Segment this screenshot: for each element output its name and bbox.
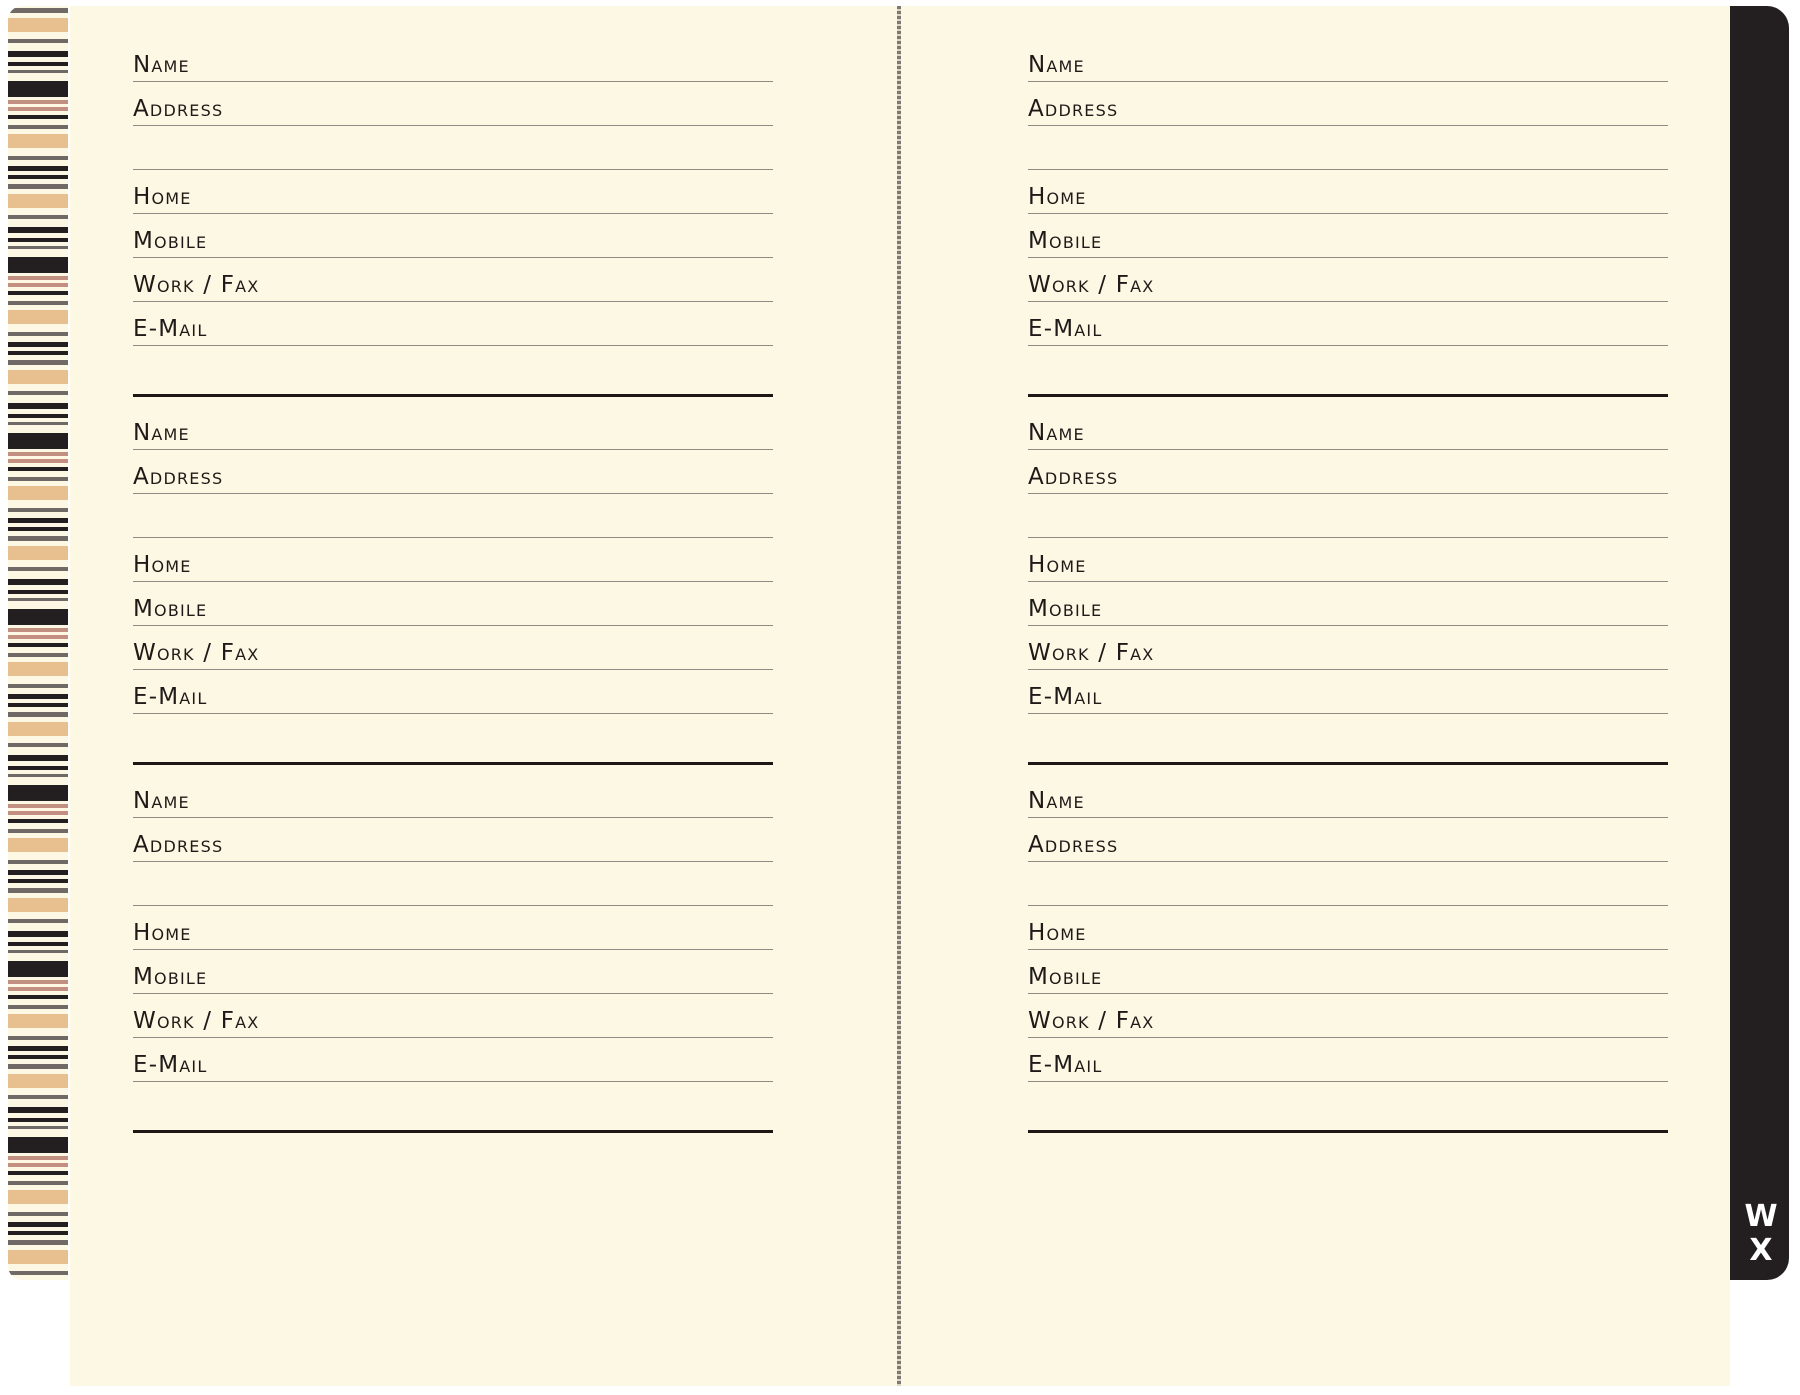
work-fax-field[interactable] (133, 620, 773, 670)
spine-stripe (8, 1271, 68, 1275)
work-fax-label: Work / Fax (133, 1008, 260, 1034)
spine-stripe (8, 1137, 68, 1153)
mobile-phone-label: Mobile (133, 964, 208, 990)
spine-stripe (8, 70, 68, 73)
spine-stripe (8, 62, 68, 66)
address-label: Address (1028, 832, 1119, 858)
spine-stripe (8, 1212, 68, 1216)
mobile-phone-field[interactable] (133, 944, 773, 994)
email-label: E-Mail (1028, 316, 1103, 342)
address-entry (1028, 6, 1668, 431)
spine-stripe (8, 175, 68, 179)
spine-stripe (8, 283, 68, 287)
spine-stripe (8, 838, 68, 852)
spine-stripe (8, 39, 68, 43)
spine-stripe (8, 81, 68, 97)
spine-stripe (8, 227, 68, 233)
spine-stripe (8, 653, 68, 657)
spine-stripe (8, 459, 68, 463)
spine-stripe (8, 166, 68, 171)
spine-stripe (8, 1036, 68, 1040)
mobile-phone-label: Mobile (133, 228, 208, 254)
address-line-2[interactable] (133, 488, 773, 538)
spine-stripe (8, 684, 68, 688)
name-field[interactable] (133, 400, 773, 450)
spine-stripe (8, 931, 68, 937)
spine-stripe (8, 184, 68, 189)
home-phone-field[interactable] (1028, 900, 1668, 950)
spine-stripe (8, 422, 68, 425)
address-entry (1028, 374, 1668, 799)
spine-stripe (8, 391, 68, 395)
spine-stripe (8, 628, 68, 632)
spine-stripe (8, 590, 68, 594)
work-fax-label: Work / Fax (133, 272, 260, 298)
address-field[interactable] (133, 812, 773, 862)
address-line-2[interactable] (1028, 856, 1668, 906)
spine-stripe (8, 1064, 68, 1069)
spine-stripe (8, 1231, 68, 1235)
tab-letter: X (1749, 1233, 1773, 1268)
address-label: Address (1028, 464, 1119, 490)
spine-stripe (8, 819, 68, 823)
spine-stripe (8, 1118, 68, 1122)
spine-stripe (8, 1095, 68, 1099)
address-line-2[interactable] (133, 120, 773, 170)
spine-stripe (8, 919, 68, 923)
spine-stripes (8, 6, 68, 1280)
spine-stripe (8, 1240, 68, 1245)
spine-stripe (8, 477, 68, 481)
spine-stripe (8, 414, 68, 418)
spine-stripe (8, 879, 68, 883)
spine-stripe (8, 536, 68, 541)
spine-stripe (8, 755, 68, 761)
home-phone-field[interactable] (133, 164, 773, 214)
tab-letter: W (1744, 1199, 1778, 1234)
spine-stripe (8, 987, 68, 991)
entry-divider (133, 1130, 773, 1133)
spine-stripe (8, 134, 68, 148)
mobile-phone-field[interactable] (133, 208, 773, 258)
spine-stripe (8, 246, 68, 249)
spine-stripe (8, 961, 68, 977)
spine-stripe (8, 1190, 68, 1204)
email-field[interactable] (133, 664, 773, 714)
spine-stripe (8, 1055, 68, 1059)
email-field[interactable] (1028, 664, 1668, 714)
spine-stripe (8, 766, 68, 770)
address-entry (133, 6, 773, 431)
spine-stripe (8, 115, 68, 119)
spine-stripe (8, 635, 68, 639)
spine-stripe (8, 527, 68, 531)
entry-divider (1028, 1130, 1668, 1133)
home-phone-field[interactable] (1028, 532, 1668, 582)
work-fax-label: Work / Fax (1028, 640, 1155, 666)
work-fax-field[interactable] (1028, 620, 1668, 670)
mobile-phone-label: Mobile (1028, 964, 1103, 990)
spine-stripe (8, 1171, 68, 1175)
mobile-phone-field[interactable] (1028, 576, 1668, 626)
spine-stripe (8, 257, 68, 273)
spine-stripe (8, 18, 68, 32)
spine-stripe (8, 351, 68, 355)
address-field[interactable] (133, 76, 773, 126)
email-field[interactable] (1028, 296, 1668, 346)
name-field[interactable] (133, 768, 773, 818)
spine-stripe (8, 194, 68, 208)
name-label: Name (1028, 52, 1085, 78)
left-page (133, 6, 773, 1386)
email-field[interactable] (1028, 1032, 1668, 1082)
mobile-phone-field[interactable] (133, 576, 773, 626)
tab-letters (1743, 1200, 1779, 1268)
spine-stripe (8, 107, 68, 111)
spine-stripe (8, 703, 68, 707)
spine-stripe (8, 360, 68, 365)
spine-stripe (8, 546, 68, 560)
spine-stripe (8, 804, 68, 808)
spine-stripe (8, 238, 68, 242)
work-fax-field[interactable] (133, 252, 773, 302)
home-phone-field[interactable] (133, 532, 773, 582)
home-phone-label: Home (1028, 920, 1087, 946)
spine-stripe (8, 1005, 68, 1009)
spine-stripe (8, 643, 68, 647)
address-label: Address (133, 464, 224, 490)
name-field[interactable] (1028, 768, 1668, 818)
name-field[interactable] (1028, 32, 1668, 82)
name-label: Name (133, 788, 190, 814)
name-label: Name (133, 52, 190, 78)
spine-stripe (8, 508, 68, 512)
spine-stripe (8, 609, 68, 625)
right-page (1028, 6, 1668, 1386)
spine-stripe (8, 452, 68, 456)
name-field[interactable] (133, 32, 773, 82)
mobile-phone-label: Mobile (1028, 228, 1103, 254)
spine-stripe (8, 433, 68, 449)
work-fax-label: Work / Fax (1028, 272, 1155, 298)
spine-stripe (8, 870, 68, 875)
home-phone-label: Home (1028, 552, 1087, 578)
spine-stripe (8, 888, 68, 893)
email-label: E-Mail (133, 1052, 208, 1078)
work-fax-field[interactable] (133, 988, 773, 1038)
spine-stripe (8, 276, 68, 280)
spine-stripe (8, 486, 68, 500)
address-line-2[interactable] (1028, 488, 1668, 538)
index-tab[interactable] (1730, 6, 1789, 1280)
spine-stripe (8, 51, 68, 57)
spine-stripe (8, 743, 68, 747)
name-label: Name (133, 420, 190, 446)
home-phone-label: Home (133, 184, 192, 210)
spine-stripe (8, 1014, 68, 1028)
spine-stripe (8, 332, 68, 336)
work-fax-field[interactable] (1028, 988, 1668, 1038)
address-label: Address (133, 832, 224, 858)
spine-stripe (8, 898, 68, 912)
address-entry (1028, 742, 1668, 1167)
home-phone-field[interactable] (133, 900, 773, 950)
home-phone-label: Home (133, 552, 192, 578)
email-field[interactable] (133, 296, 773, 346)
page-gutter (897, 6, 901, 1386)
spine-stripe (8, 712, 68, 717)
spine-stripe (8, 342, 68, 347)
home-phone-field[interactable] (1028, 164, 1668, 214)
spine-stripe (8, 1250, 68, 1264)
work-fax-label: Work / Fax (1028, 1008, 1155, 1034)
address-entry (133, 374, 773, 799)
spine-stripe (8, 785, 68, 801)
name-label: Name (1028, 788, 1085, 814)
mobile-phone-label: Mobile (133, 596, 208, 622)
spine-stripe (8, 811, 68, 815)
address-field[interactable] (1028, 444, 1668, 494)
address-entry (133, 742, 773, 1167)
spine-stripe (8, 942, 68, 946)
spine-stripe (8, 370, 68, 384)
spine-stripe (8, 8, 68, 13)
spine-stripe (8, 722, 68, 736)
mobile-phone-field[interactable] (1028, 208, 1668, 258)
address-label: Address (133, 96, 224, 122)
address-field[interactable] (1028, 812, 1668, 862)
spine-stripe (8, 301, 68, 305)
spine-stripe (8, 1126, 68, 1129)
spine-stripe (8, 100, 68, 104)
mobile-phone-label: Mobile (1028, 596, 1103, 622)
spine-stripe (8, 950, 68, 953)
address-line-2[interactable] (133, 856, 773, 906)
spine-stripe (8, 774, 68, 777)
email-label: E-Mail (133, 316, 208, 342)
address-label: Address (1028, 96, 1119, 122)
mobile-phone-field[interactable] (1028, 944, 1668, 994)
spine-stripe (8, 291, 68, 295)
spine-stripe (8, 215, 68, 219)
spine-stripe (8, 518, 68, 523)
spine-stripe (8, 829, 68, 833)
home-phone-label: Home (1028, 184, 1087, 210)
spine-stripe (8, 467, 68, 471)
spine-stripe (8, 567, 68, 571)
home-phone-label: Home (133, 920, 192, 946)
address-field[interactable] (133, 444, 773, 494)
spine-stripe (8, 156, 68, 160)
spine-stripe (8, 1074, 68, 1088)
spine-stripe (8, 1163, 68, 1167)
spine-stripe (8, 860, 68, 864)
spine-stripe (8, 310, 68, 324)
address-book-spread (70, 6, 1730, 1386)
spine-stripe (8, 403, 68, 409)
name-label: Name (1028, 420, 1085, 446)
spine-stripe (8, 1046, 68, 1051)
email-label: E-Mail (1028, 1052, 1103, 1078)
spine-stripe (8, 662, 68, 676)
spine-stripe (8, 980, 68, 984)
email-label: E-Mail (133, 684, 208, 710)
work-fax-label: Work / Fax (133, 640, 260, 666)
spine-stripe (8, 125, 68, 129)
spine-stripe (8, 598, 68, 601)
spine-stripe (8, 579, 68, 585)
spine-stripe (8, 1156, 68, 1160)
address-line-2[interactable] (1028, 120, 1668, 170)
email-field[interactable] (133, 1032, 773, 1082)
work-fax-field[interactable] (1028, 252, 1668, 302)
name-field[interactable] (1028, 400, 1668, 450)
spine-stripe (8, 1181, 68, 1185)
spine-stripe (8, 694, 68, 699)
spine-stripe (8, 1107, 68, 1113)
spine-stripe (8, 1222, 68, 1227)
email-label: E-Mail (1028, 684, 1103, 710)
address-field[interactable] (1028, 76, 1668, 126)
spine-stripe (8, 995, 68, 999)
